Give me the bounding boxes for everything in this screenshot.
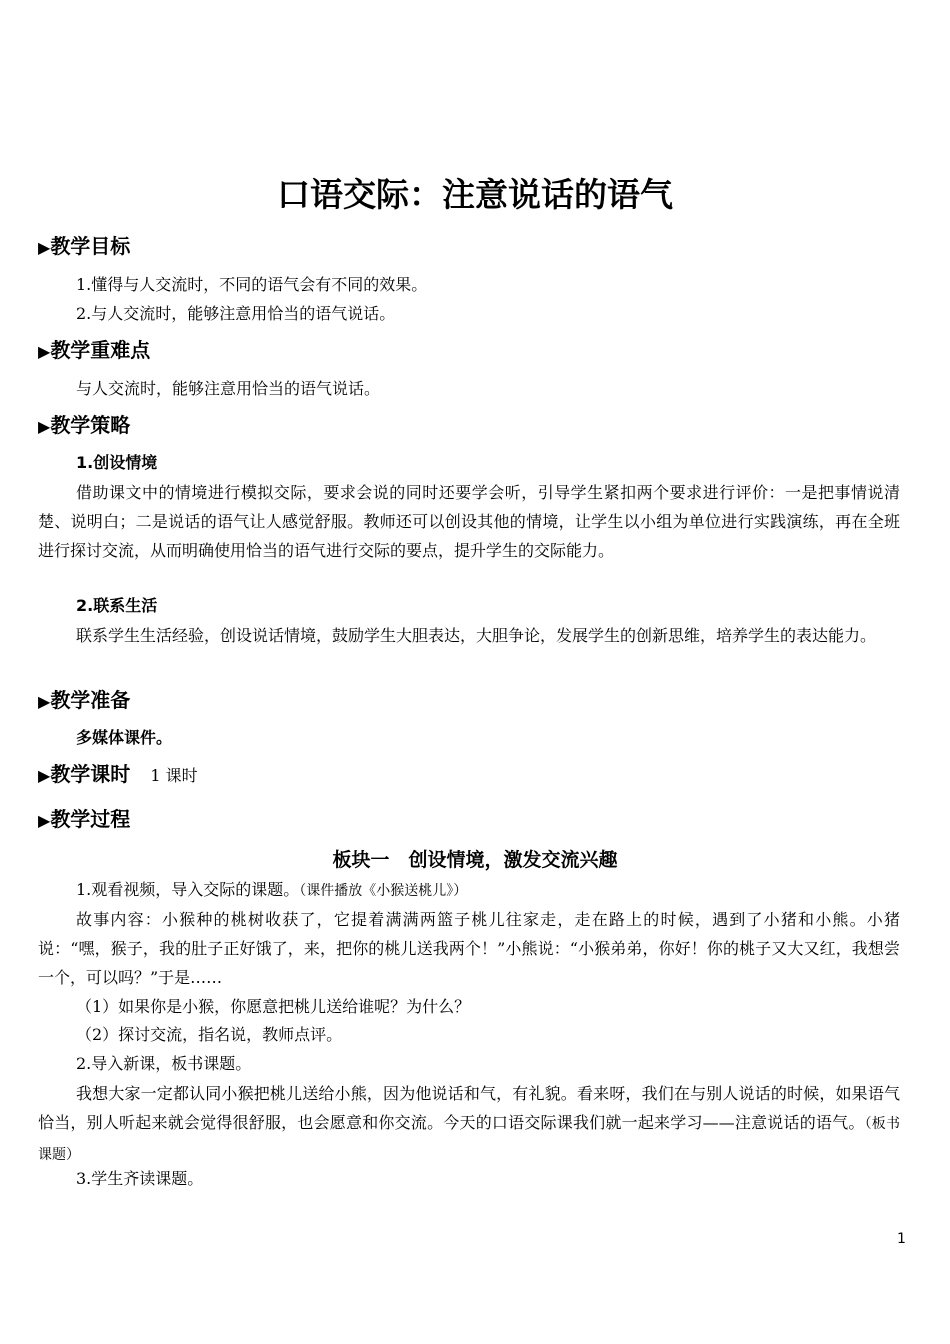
step2-note: （板书课题） (38, 1116, 901, 1163)
section-heading-text: 教学策略 (50, 413, 131, 437)
strategy-subheading: 1.创设情境 (76, 453, 158, 472)
process-step: 3.学生齐读课题。 (76, 1169, 204, 1188)
triangle-marker-icon: ▶ (38, 811, 51, 830)
section-heading-hours (38, 760, 198, 790)
section-heading-text: 教学重难点 (50, 338, 151, 362)
strategy-subheading: 2.联系生活 (76, 596, 158, 615)
section-heading-preparation (38, 686, 130, 716)
triangle-marker-icon: ▶ (38, 417, 51, 436)
section-heading-text: 教学课时 (50, 762, 131, 786)
goal-item: 1.懂得与人交流时，不同的语气会有不同的效果。 (76, 275, 428, 294)
story-paragraph: 故事内容：小猴种的桃树收获了，它提着满满两篮子桃儿往家走，走在路上的时候，遇到了小猪和小熊。小猪说：“嘿，猴子，我的肚子正好饿了，来，把你的桃儿送我两个！”小熊说：“小猴弟弟，你好！你的桃子又大又红，我想尝一个，可以吗？”于是…… (38, 910, 900, 987)
triangle-marker-icon: ▶ (38, 692, 51, 711)
page-title: 口语交际：注意说话的语气 (277, 175, 673, 214)
block-title: 板块一 创设情境，激发交流兴趣 (332, 849, 618, 871)
section-heading-process (38, 805, 130, 835)
question-item: （2）探讨交流，指名说，教师点评。 (76, 1025, 343, 1044)
strategy-paragraph: 借助课文中的情境进行模拟交际，要求会说的同时还要学会听，引导学生紧扣两个要求进行评价：一是把事情说清楚、说明白；二是说话的语气让人感觉舒服。教师还可以创设其他的情境，让学生以小组为单位进行实践演练，再在全班进行探讨交流，从而明确使用恰当的语气进行交际的要点，提升学生的交际能力。 (38, 483, 900, 560)
question-item: （1）如果你是小猴，你愿意把桃儿送给谁呢？为什么？ (76, 997, 471, 1016)
step-note: （课件播放《小猴送桃儿》） (299, 883, 468, 899)
page-number: 1 (897, 1231, 906, 1247)
section-heading-text: 教学准备 (50, 688, 131, 712)
key-points-text: 与人交流时，能够注意用恰当的语气说话。 (76, 379, 381, 398)
strategy-paragraph: 联系学生生活经验，创设说话情境，鼓励学生大胆表达，大胆争论，发展学生的创新思维，培养学生的表达能力。 (76, 626, 877, 645)
step2-paragraph (38, 1079, 900, 1170)
goal-item: 2.与人交流时，能够注意用恰当的语气说话。 (76, 304, 396, 323)
process-step: 2.导入新课，板书课题。 (76, 1054, 252, 1073)
triangle-marker-icon: ▶ (38, 238, 51, 257)
section-heading-text: 教学目标 (50, 234, 131, 258)
process-step (76, 877, 467, 904)
triangle-marker-icon: ▶ (38, 766, 51, 785)
section-heading-text: 教学过程 (50, 807, 131, 831)
preparation-text: 多媒体课件。 (76, 728, 173, 747)
hours-value: 1 课时 (150, 766, 198, 785)
section-heading-goals (38, 232, 130, 262)
step-text: 1.观看视频，导入交际的课题。 (76, 880, 300, 899)
section-heading-key-points (38, 336, 150, 366)
section-heading-strategy (38, 411, 130, 441)
triangle-marker-icon: ▶ (38, 342, 51, 361)
step2-text: 我想大家一定都认同小猴把桃儿送给小熊，因为他说话和气，有礼貌。看来呀，我们在与别人说话的时候，如果语气恰当，别人听起来就会觉得很舒服，也会愿意和你交流。今天的口语交际课我们就一起来学习——注意说话的语气。 (38, 1084, 900, 1132)
